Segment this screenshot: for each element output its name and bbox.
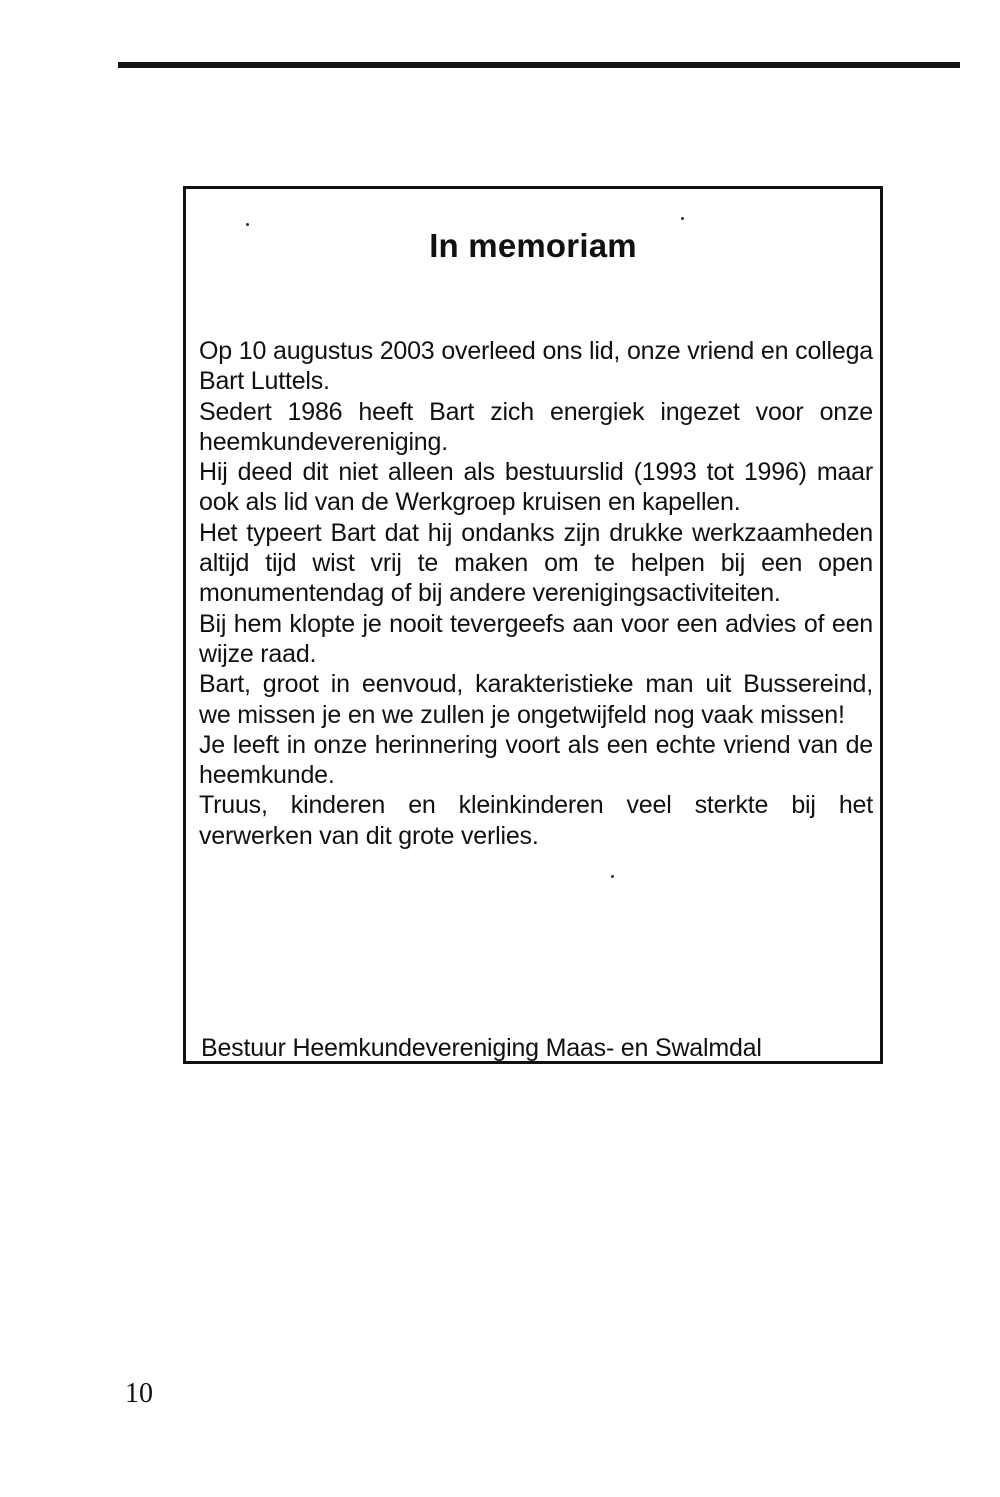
- memorial-text: [199, 336, 873, 851]
- paragraph: Truus, kinderen en kleinkinderen veel sterkte bij het verwerken van dit grote verlies.: [199, 791, 873, 850]
- paragraph: Je leeft in onze herinnering voort als een echte vriend van de heemkunde.: [199, 730, 873, 790]
- memorial-title: In memoriam: [429, 227, 637, 264]
- paragraph: Bart, groot in eenvoud, karakteristieke man uit Bussereind, we missen je en we zullen je ongetwijfeld nog vaak missen!: [199, 670, 873, 729]
- paragraph: Op 10 augustus 2003 overleed ons lid, onze vriend en collega Bart Luttels.: [199, 337, 873, 396]
- paragraph: Het typeert Bart dat hij ondanks zijn drukke werkzaamheden altijd tijd wist vrij te maken om te helpen bij een open monumentendag of bij andere verenigingsactiviteiten.: [199, 518, 873, 608]
- paragraph: Sedert 1986 heeft Bart zich energiek ingezet voor onze heemkundevereniging.: [199, 397, 873, 456]
- paragraph: Bij hem klopte je nooit tevergeefs aan voor een advies of een wijze raad.: [199, 609, 873, 668]
- scan-speck: [246, 223, 249, 226]
- signature: Bestuur Heemkundevereniging Maas- en Swalmdal: [201, 1034, 762, 1062]
- page-number: 10: [125, 1378, 153, 1409]
- scan-speck: [611, 875, 614, 878]
- memorial-box: [183, 186, 883, 1064]
- scan-speck: [681, 217, 684, 220]
- top-rule: [118, 62, 960, 68]
- paragraph: Hij deed dit niet alleen als bestuurslid (1993 tot 1996) maar ook als lid van de Werkgroep kruisen en kapellen.: [199, 458, 873, 517]
